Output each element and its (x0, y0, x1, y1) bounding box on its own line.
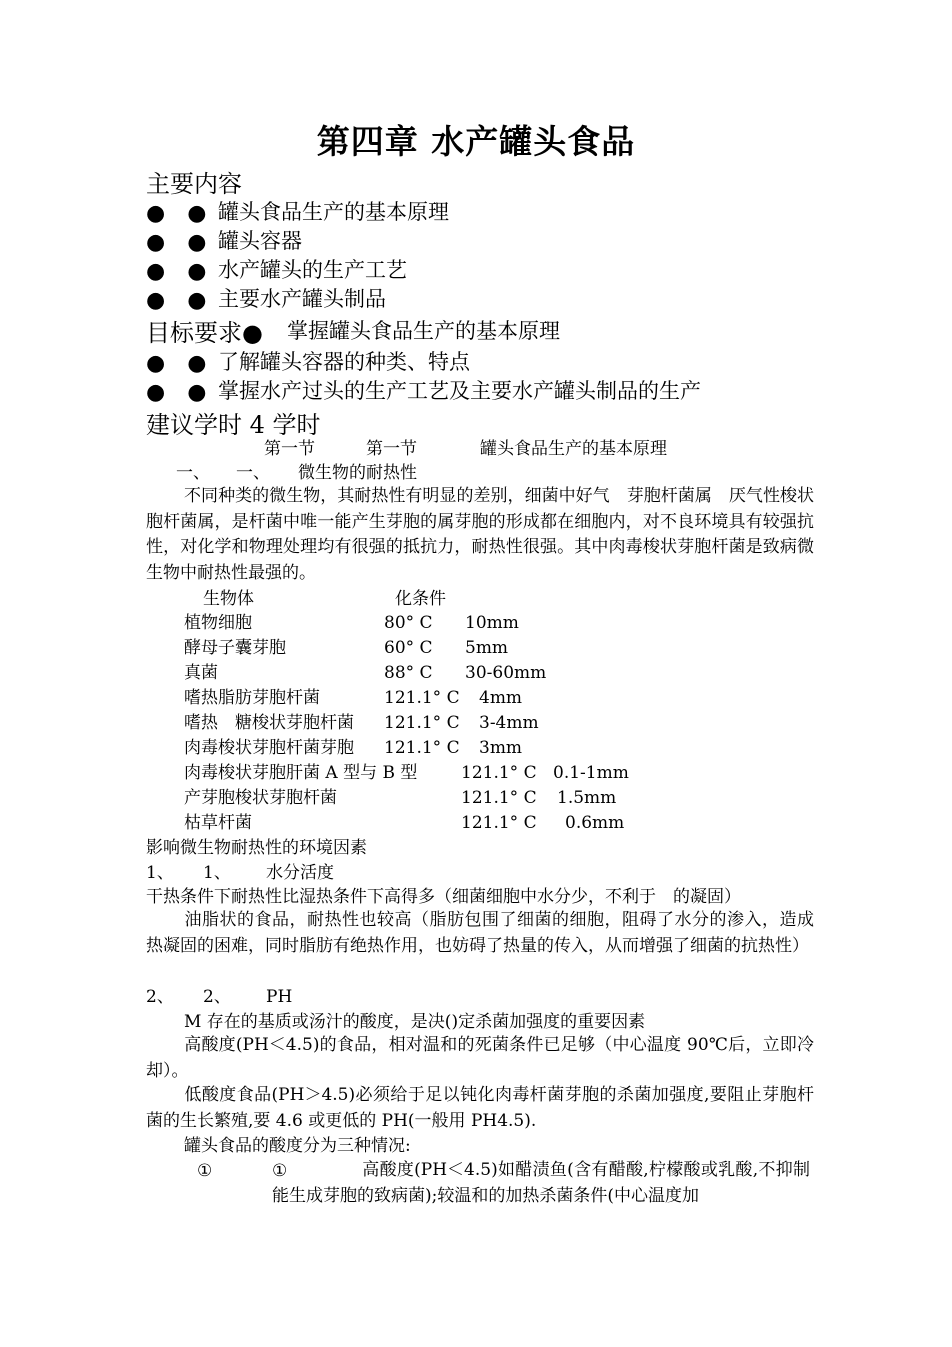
table-cell: 5mm (465, 638, 509, 658)
page-title: 第四章 水产罐头食品 (316, 122, 636, 161)
table-cell: 枯草杆菌 (184, 813, 252, 833)
bullet-marks: ● ● (146, 201, 207, 226)
table-cell: 88° C (384, 663, 433, 683)
subsection-number: 一、 (236, 463, 270, 483)
table-cell: 3mm (479, 738, 523, 758)
table-cell: 10mm (465, 613, 519, 633)
factor-title: PH (266, 987, 293, 1007)
section-number: 第一节 (264, 439, 315, 459)
factor-title: 水分活度 (266, 863, 334, 883)
table-cell: 80° C (384, 613, 433, 633)
paragraph (146, 1083, 814, 1134)
bullet-marks: ● ● (146, 380, 207, 405)
table-cell: 60° C (384, 638, 433, 658)
table-cell: 121.1° C (384, 713, 460, 733)
table-cell: 121.1° C (384, 738, 460, 758)
bullet-marks: ● ● (146, 288, 207, 313)
goals-item: 了解罐头容器的种类、特点 (218, 350, 470, 374)
paragraph (146, 484, 814, 586)
table-cell: 4mm (479, 688, 523, 708)
table-cell: 真菌 (184, 663, 218, 683)
table-cell: 植物细胞 (184, 613, 252, 633)
table-cell: 产芽胞梭状芽胞杆菌 (184, 788, 337, 808)
suggested-hours: 建议学时 4 学时 (146, 411, 321, 439)
subsection-title: 微生物的耐热性 (298, 463, 417, 483)
table-header: 生物体 (203, 589, 254, 609)
bullet-marks: ● ● (146, 259, 207, 284)
table-cell: 0.6mm (565, 813, 625, 833)
table-cell: 121.1° C (384, 688, 460, 708)
table-cell: 肉毒梭状芽胞肝菌 A 型与 B 型 (184, 763, 418, 783)
bullet-marks: ● ● (146, 230, 207, 255)
table-header: 化条件 (395, 589, 446, 609)
factor-number: 2、 (146, 987, 174, 1007)
goals-item: 掌握水产过头的生产工艺及主要水产罐头制品的生产 (218, 379, 701, 403)
table-cell: 30-60mm (465, 663, 547, 683)
factor-number: 2、 (203, 987, 231, 1007)
paragraph-text: 高酸度(PH＜4.5)的食品，相对温和的死菌条件已足够（中心温度 90℃后，立即冷却）。 (146, 1035, 814, 1081)
table-cell: 121.1° C (461, 788, 537, 808)
table-cell: 3-4mm (479, 713, 539, 733)
goals-item-first: 掌握罐头食品生产的基本原理 (287, 319, 560, 343)
paragraph (146, 908, 831, 959)
factor-number: 1、 (146, 863, 174, 883)
table-cell: 嗜热脂肪芽胞杆菌 (184, 688, 320, 708)
paragraph-line: 干热条件下耐热性比湿热条件下高得多（细菌细胞中水分少，不利于 的凝固） (146, 887, 741, 907)
table-cell: 酵母子囊芽胞 (184, 638, 286, 658)
paragraph-line: 罐头食品的酸度分为三种情况: (184, 1136, 411, 1156)
list-item-body: 高酸度(PH＜4.5)如醋渍鱼(含有醋酸,柠檬酸或乳酸,不抑制能生成芽胞的致病菌);较温和的加热杀菌条件(中心温度加 (272, 1160, 810, 1206)
table-cell: 121.1° C (461, 813, 537, 833)
main-content-item: 主要水产罐头制品 (218, 287, 386, 311)
table-cell: 0.1-1mm (553, 763, 629, 783)
main-content-item: 罐头食品生产的基本原理 (218, 200, 449, 224)
table-cell: 1.5mm (557, 788, 617, 808)
bullet-marks: ● ● (146, 351, 207, 376)
paragraph-text: 低酸度食品(PH＞4.5)必须给于足以钝化肉毒杆菌芽胞的杀菌加强度,要阻止芽胞杆菌的生长繁殖,要 4.6 或更低的 PH(一般用 PH4.5). (146, 1085, 814, 1131)
paragraph (146, 1033, 814, 1084)
table-cell: 121.1° C (461, 763, 537, 783)
table-cell: 嗜热 糖梭状芽胞杆菌 (184, 713, 354, 733)
list-item-text (272, 1158, 810, 1209)
subsection-number: 一、 (176, 463, 210, 483)
main-content-heading: 主要内容 (146, 170, 242, 198)
paragraph-line: M 存在的基质或汤汁的酸度，是决()定杀菌加强度的重要因素 (184, 1012, 646, 1032)
main-content-item: 罐头容器 (218, 229, 302, 253)
table-cell: 肉毒梭状芽胞杆菌芽胞 (184, 738, 354, 758)
list-marker: ① (272, 1161, 288, 1181)
goals-heading: 目标要求● (146, 319, 263, 347)
section-title: 罐头食品生产的基本原理 (480, 439, 667, 459)
paragraph-text: 油脂状的食品，耐热性也较高（脂肪包围了细菌的细胞，阻碍了水分的渗入，造成 热凝固的困难，同时脂肪有绝热作用，也妨碍了热量的传入，从而增强了细菌的抗热性） (146, 910, 831, 956)
factor-number: 1、 (203, 863, 231, 883)
paragraph-text: 不同种类的微生物，其耐热性有明显的差别，细菌中好气 芽胞杆菌属 厌气性梭状胞杆菌属，是杆菌中唯一能产生芽胞的属芽胞的形成都在细胞内，对不良环境具有较强抗性，对化学和物理处理均有很强的抵抗力，耐热性很强。其中肉毒梭状芽胞杆菌是致病微生物中耐热性最强的。 (146, 486, 814, 583)
factors-heading: 影响微生物耐热性的环境因素 (146, 838, 367, 858)
main-content-item: 水产罐头的生产工艺 (218, 258, 407, 282)
list-marker: ① (197, 1161, 213, 1181)
section-number: 第一节 (366, 439, 417, 459)
